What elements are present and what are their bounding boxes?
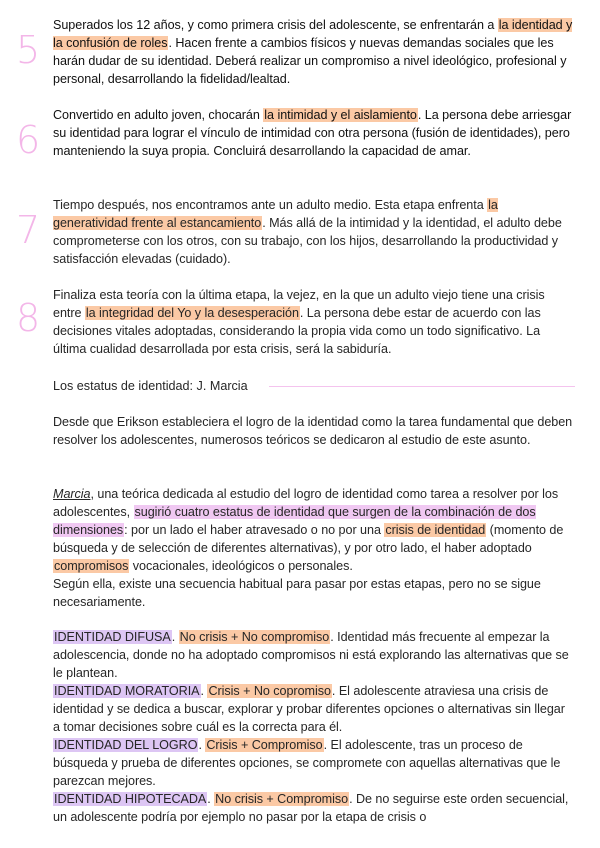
text: Convertido en adulto joven, chocarán xyxy=(53,108,264,122)
paragraph-intro xyxy=(53,413,573,449)
status-name: IDENTIDAD HIPOTECADA xyxy=(54,792,207,806)
status-combo: Crisis + No copromiso xyxy=(208,684,331,698)
highlight: la intimidad y el aislamiento xyxy=(264,108,417,122)
status-combo: Crisis + Compromiso xyxy=(206,738,323,752)
paragraph-stage-6 xyxy=(53,106,573,160)
text: . Más allá de la intimidad y la identidad, el adulto debe comprometerse con los otros, con su trabajo, con los hijos, desarrollando la productividad y satisfacción elevadas (cuidado). xyxy=(53,216,562,266)
text: : por un lado el haber atravesado o no por una xyxy=(124,523,385,537)
status-combo: No crisis + No compromiso xyxy=(179,630,330,644)
heading-underline xyxy=(269,386,575,387)
status-desc: . El adolescente atraviesa una crisis de identidad y se dedica a buscar, explorar y probar diferentes opciones o alternativas sin llegar a tomar decisiones sobre cuál es la correcta para él. xyxy=(53,684,565,734)
highlight: compromisos xyxy=(54,559,129,573)
paragraph-marcia xyxy=(53,485,573,611)
text: Superados los 12 años, y como primera crisis del adolescente, se enfrentarán a xyxy=(53,18,498,32)
status-item-difusa: IDENTIDAD DIFUSA. No crisis + No compromiso. Identidad más frecuente al empezar la adolescencia, donde no ha adoptado compromisos ni está explorando las alternativas que se le plantean. xyxy=(53,630,569,680)
handwritten-number-8: 8 xyxy=(16,296,41,340)
status-name: IDENTIDAD DEL LOGRO xyxy=(54,738,198,752)
section-heading xyxy=(53,377,533,395)
text: Desde que Erikson estableciera el logro de la identidad como la tarea fundamental que deben resolver los adolescentes, numerosos teóricos se dedicaron al estudio de este asunto. xyxy=(53,415,573,447)
paragraph-stage-7 xyxy=(53,196,573,268)
text: vocacionales, ideológicos o personales. xyxy=(129,559,353,573)
status-name: IDENTIDAD MORATORIA xyxy=(54,684,200,698)
status-combo: No crisis + Compromiso xyxy=(215,792,349,806)
text: . La persona debe estar de acuerdo con las decisiones vitales adoptadas, considerando la propia vida como un todo significativo. La última cualidad desarrollada por esta crisis, será la sabiduría. xyxy=(53,306,541,356)
highlight: sugirió cuatro estatus de identidad que surgen de la combinación de dos dimensiones xyxy=(53,505,536,537)
status-item-moratoria: IDENTIDAD MORATORIA. Crisis + No copromiso. El adolescente atraviesa una crisis de identidad y se dedica a buscar, explorar y probar diferentes opciones o alternativas sin llegar a tomar decisiones sobre cuál es la correcta para él. xyxy=(53,684,565,734)
text: Finaliza esta teoría con la última etapa, la vejez, en la que un adulto viejo tiene una crisis entre xyxy=(53,288,545,320)
author-name: Marcia xyxy=(53,487,91,501)
highlight: la generatividad frente al estancamiento xyxy=(53,198,498,230)
status-name: IDENTIDAD DIFUSA xyxy=(54,630,171,644)
handwritten-number-5: 5 xyxy=(16,28,41,72)
status-list xyxy=(53,628,573,826)
status-desc: . De no seguirse este orden secuencial, un adolescente podría por ejemplo no pasar por la etapa de crisis o xyxy=(53,792,569,824)
handwritten-number-7: 7 xyxy=(16,208,41,252)
text: . La persona debe arriesgar su identidad para lograr el vínculo de intimidad con otra persona (fusión de identidades), pero manteniendo la suya propia. Concluirá desarrollando la capacidad de amar. xyxy=(53,108,572,158)
handwritten-number-6: 6 xyxy=(16,118,41,162)
text: Tiempo después, nos encontramos ante un adulto medio. Esta etapa enfrenta xyxy=(53,198,488,212)
highlight: crisis de identidad xyxy=(385,523,486,537)
status-item-hipotecada: IDENTIDAD HIPOTECADA. No crisis + Compromiso. De no seguirse este orden secuencial, un adolescente podría por ejemplo no pasar por la etapa de crisis o xyxy=(53,792,569,824)
text: (momento de búsqueda y de selección de diferentes alternativas), y por otro lado, el haber adoptado xyxy=(53,523,564,555)
text: . Hacen frente a cambios físicos y nuevas demandas sociales que les harán dudar de su identidad. Deberá realizar un compromiso a nivel ideológico, profesional y personal, desarrollando la fidelidad/lealtad. xyxy=(53,36,567,86)
highlight: la identidad y la confusión de roles xyxy=(53,18,573,50)
status-desc: . Identidad más frecuente al empezar la adolescencia, donde no ha adoptado compromisos ni está explorando las alternativas que se le plantean. xyxy=(53,630,569,680)
highlight: la integridad del Yo y la desesperación xyxy=(85,306,299,320)
status-desc: . El adolescente, tras un proceso de búsqueda y prueba de diferentes opciones, se compromete con aquellas alternativas que le parezcan mejores. xyxy=(53,738,561,788)
text: Según ella, existe una secuencia habitual para pasar por estas etapas, pero no se sigue necesariamente. xyxy=(53,577,541,609)
section-heading-text: Los estatus de identidad: J. Marcia xyxy=(53,379,248,393)
paragraph-stage-8 xyxy=(53,286,573,358)
paragraph-stage-5 xyxy=(53,16,573,88)
status-item-logro: IDENTIDAD DEL LOGRO. Crisis + Compromiso. El adolescente, tras un proceso de búsqueda y prueba de diferentes opciones, se compromete con aquellas alternativas que le parezcan mejores. xyxy=(53,738,561,788)
text: , una teórica dedicada al estudio del logro de identidad como tarea a resolver por los adolescentes, xyxy=(53,487,559,519)
